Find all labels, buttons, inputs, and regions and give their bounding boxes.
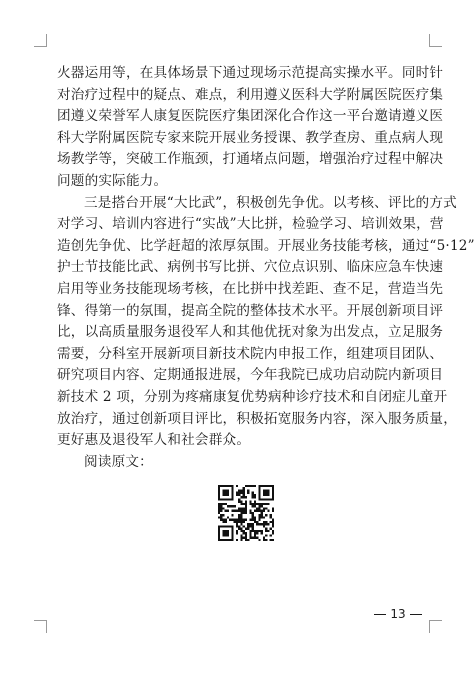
crop-mark-bottom-left <box>34 620 47 633</box>
text-line: 对治疗过程中的疑点、难点，利用遵义医科大学附属医院医疗集 <box>57 86 444 103</box>
text-line: 造创先争优、比学赶超的浓厚氛围。开展业务技能考核，通过“5·12” <box>57 237 475 254</box>
text-line: 三是搭台开展“大比武”，积极创先争优。以考核、评比的方式 <box>84 194 457 211</box>
text-line: 新技术 2 项，分别为疼痛康复优势病种诊疗技术和自闭症儿童开 <box>57 388 448 405</box>
text-line: 需要，分科室开展新项目新技术院内申报工作，组建项目团队、 <box>57 345 444 362</box>
text-line: 场教学等，突破工作瓶颈，打通堵点问题，增强治疗过程中解决 <box>57 151 444 168</box>
page-number <box>370 604 426 624</box>
text-line: 启用等业务技能现场考核，在比拼中找差距、查不足，营造当先 <box>57 280 444 297</box>
text-line: 更好惠及退役军人和社会群众。 <box>57 432 251 449</box>
text-line: 护士节技能比武、病例书写比拼、穴位点识别、临床应急车快速 <box>57 259 444 276</box>
text-line: 问题的实际能力。 <box>57 172 168 189</box>
qr-code[interactable] <box>218 485 274 541</box>
body-text <box>57 63 475 473</box>
text-line: 放治疗，通过创新项目评比，积极拓宽服务内容，深入服务质量， <box>57 410 458 427</box>
crop-mark-top-left <box>34 34 47 47</box>
read-original-label: 阅读原文： <box>84 453 153 470</box>
page-number-dash-right <box>410 614 422 615</box>
text-line: 对学习、培训内容进行“实战”大比拼，检验学习、培训效果，营 <box>57 216 444 233</box>
text-line: 比，以高质量服务退役军人和其他优抚对象为出发点，立足服务 <box>57 324 444 341</box>
crop-mark-top-right <box>429 34 442 47</box>
text-line: 研究项目内容、定期通报进展，今年我院已成功启动院内新项目 <box>57 367 444 384</box>
text-line: 科大学附属医院专家来院开展业务授课、教学查房、重点病人现 <box>57 129 444 146</box>
text-line: 团遵义荣誉军人康复医院医疗集团深化合作这一平台邀请遵义医 <box>57 108 444 125</box>
text-line: 锋、得第一的氛围，提高全院的整体技术水平。开展创新项目评 <box>57 302 444 319</box>
page-number-dash-left <box>374 614 386 615</box>
page-number-value: 13 <box>390 607 406 621</box>
qr-code-image <box>218 485 274 541</box>
text-line: 火器运用等，在具体场景下通过现场示范提高实操水平。同时针 <box>57 65 444 81</box>
crop-mark-bottom-right <box>429 620 442 633</box>
